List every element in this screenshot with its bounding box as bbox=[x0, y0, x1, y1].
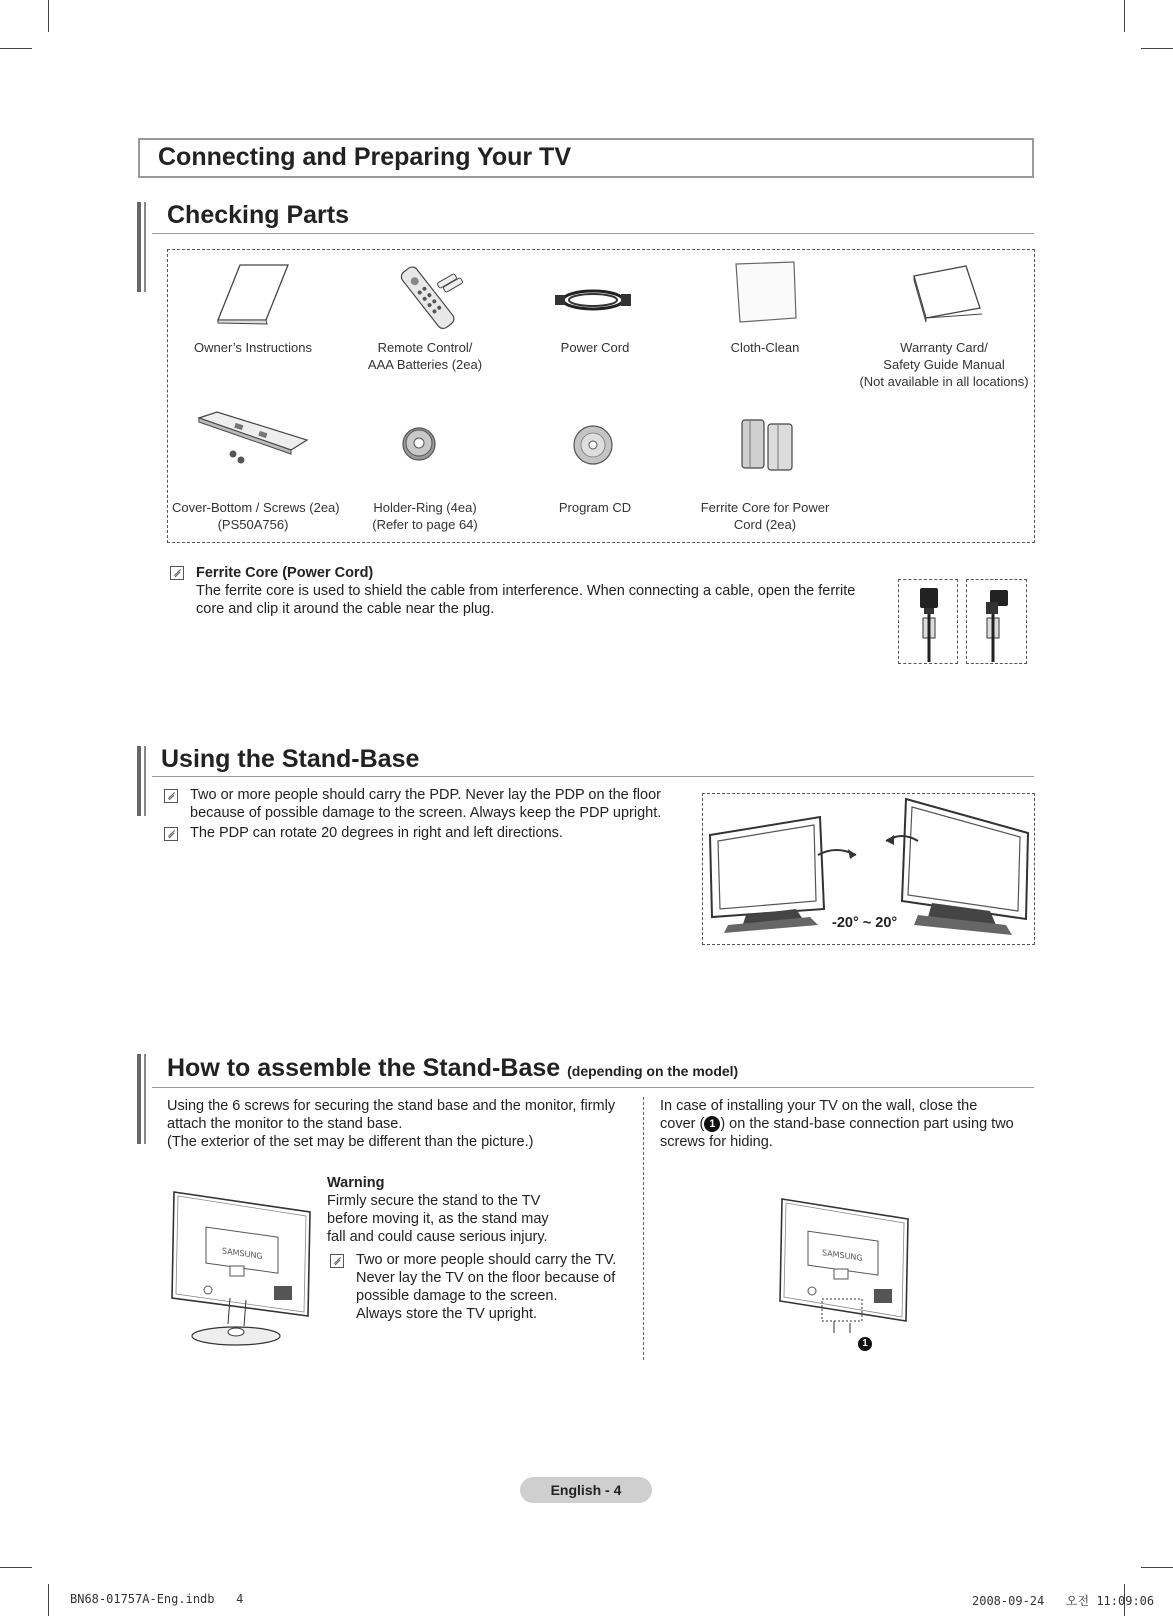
cd-icon bbox=[572, 424, 614, 466]
section-rule bbox=[152, 1087, 1034, 1088]
crop-mark bbox=[0, 1567, 32, 1568]
part-label: Warranty Card/ Safety Guide Manual (Not available in all locations) bbox=[859, 340, 1029, 389]
crop-mark bbox=[1124, 0, 1125, 32]
column-divider bbox=[643, 1097, 644, 1360]
crop-mark bbox=[48, 1584, 49, 1616]
section-title-assemble: How to assemble the Stand-Base (depending on the model) bbox=[167, 1054, 739, 1082]
power-cord-icon bbox=[553, 280, 633, 320]
cover-marker: 1 bbox=[704, 1116, 720, 1132]
crop-mark bbox=[1141, 1567, 1173, 1568]
section-rule bbox=[152, 776, 1034, 777]
slug-right: 2008-09-24 오전 11:09:06 bbox=[972, 1594, 1155, 1608]
ferrite-note-title: Ferrite Core (Power Cord) bbox=[196, 565, 374, 581]
assemble-right-text: In case of installing your TV on the wall, close the cover ( 1 ) on the stand-base connection part using two screws for hiding. bbox=[660, 1098, 1014, 1150]
warranty-card-icon bbox=[910, 262, 988, 324]
cloth-icon bbox=[732, 258, 802, 326]
ferrite-note-text: The ferrite core is used to shield the cable from interference. When connecting a cable, open the ferrite core and clip it around the cable near the plug. bbox=[196, 583, 856, 617]
section-title-suffix: (depending on the model) bbox=[567, 1063, 739, 1079]
part-label: Power Cord bbox=[560, 340, 630, 355]
warning-title: Warning bbox=[327, 1175, 385, 1191]
warning-note: Two or more people should carry the TV. Never lay the TV on the floor because of possible damage to the screen. Always store the TV upright. bbox=[356, 1252, 617, 1322]
crop-mark bbox=[48, 0, 49, 32]
tv-back-stand-illustration bbox=[170, 1186, 315, 1346]
svg-text:SAMSUNG: SAMSUNG bbox=[822, 1248, 863, 1263]
note-icon bbox=[164, 789, 178, 803]
section-title-checking-parts: Checking Parts bbox=[167, 201, 350, 229]
part-label: Remote Control/ AAA Batteries (2ea) bbox=[367, 340, 483, 372]
assemble-left-text: Using the 6 screws for securing the stand base and the monitor, firmly attach the monitor to the stand base. (The exterior of the set may be different than the picture.) bbox=[167, 1098, 616, 1150]
note-icon bbox=[330, 1254, 344, 1268]
tv-back-wall-illustration bbox=[778, 1193, 913, 1343]
page-number: English - 4 bbox=[520, 1477, 652, 1503]
crop-mark bbox=[1141, 48, 1173, 49]
part-label: Cloth-Clean bbox=[730, 340, 800, 355]
plug-straight-icon bbox=[904, 584, 952, 662]
section-bar bbox=[137, 746, 141, 816]
stand-note-2: The PDP can rotate 20 degrees in right and left directions. bbox=[190, 825, 563, 841]
part-label: Owner’s Instructions bbox=[193, 340, 312, 355]
part-label: Program CD bbox=[558, 500, 632, 515]
slug-left: BN68-01757A-Eng.indb 4 bbox=[70, 1592, 244, 1606]
chapter-title: Connecting and Preparing Your TV bbox=[158, 143, 572, 171]
part-label: Ferrite Core for Power Cord (2ea) bbox=[700, 500, 830, 532]
part-label: Cover-Bottom / Screws (2ea) (PS50A756) bbox=[172, 500, 340, 532]
section-bar bbox=[144, 1054, 146, 1144]
part-label: Holder-Ring (4ea) (Refer to page 64) bbox=[372, 500, 478, 532]
ferrite-core-icon bbox=[738, 414, 798, 476]
note-icon bbox=[170, 566, 184, 580]
warning-text: Firmly secure the stand to the TV before moving it, as the stand may fall and could cause serious injury. bbox=[327, 1193, 549, 1245]
section-bar bbox=[137, 1054, 141, 1144]
plug-angled-icon bbox=[972, 584, 1020, 662]
cover-bottom-icon bbox=[195, 408, 310, 466]
section-title-stand-base: Using the Stand-Base bbox=[161, 745, 420, 773]
note-icon bbox=[164, 827, 178, 841]
crop-mark bbox=[0, 48, 32, 49]
stand-note-1: Two or more people should carry the PDP. Never lay the PDP on the floor because of possible damage to the screen. Always keep the PDP upright. bbox=[190, 787, 662, 821]
svg-text:SAMSUNG: SAMSUNG bbox=[222, 1246, 263, 1262]
section-bar bbox=[144, 746, 146, 816]
section-bar bbox=[137, 202, 141, 292]
manual-icon bbox=[210, 260, 290, 326]
callout-marker: 1 bbox=[858, 1337, 872, 1351]
holder-ring-icon bbox=[398, 422, 440, 464]
section-rule bbox=[152, 233, 1034, 234]
section-bar bbox=[144, 202, 146, 292]
rotation-label: -20° ~ 20° bbox=[832, 915, 898, 931]
remote-icon bbox=[385, 260, 475, 332]
